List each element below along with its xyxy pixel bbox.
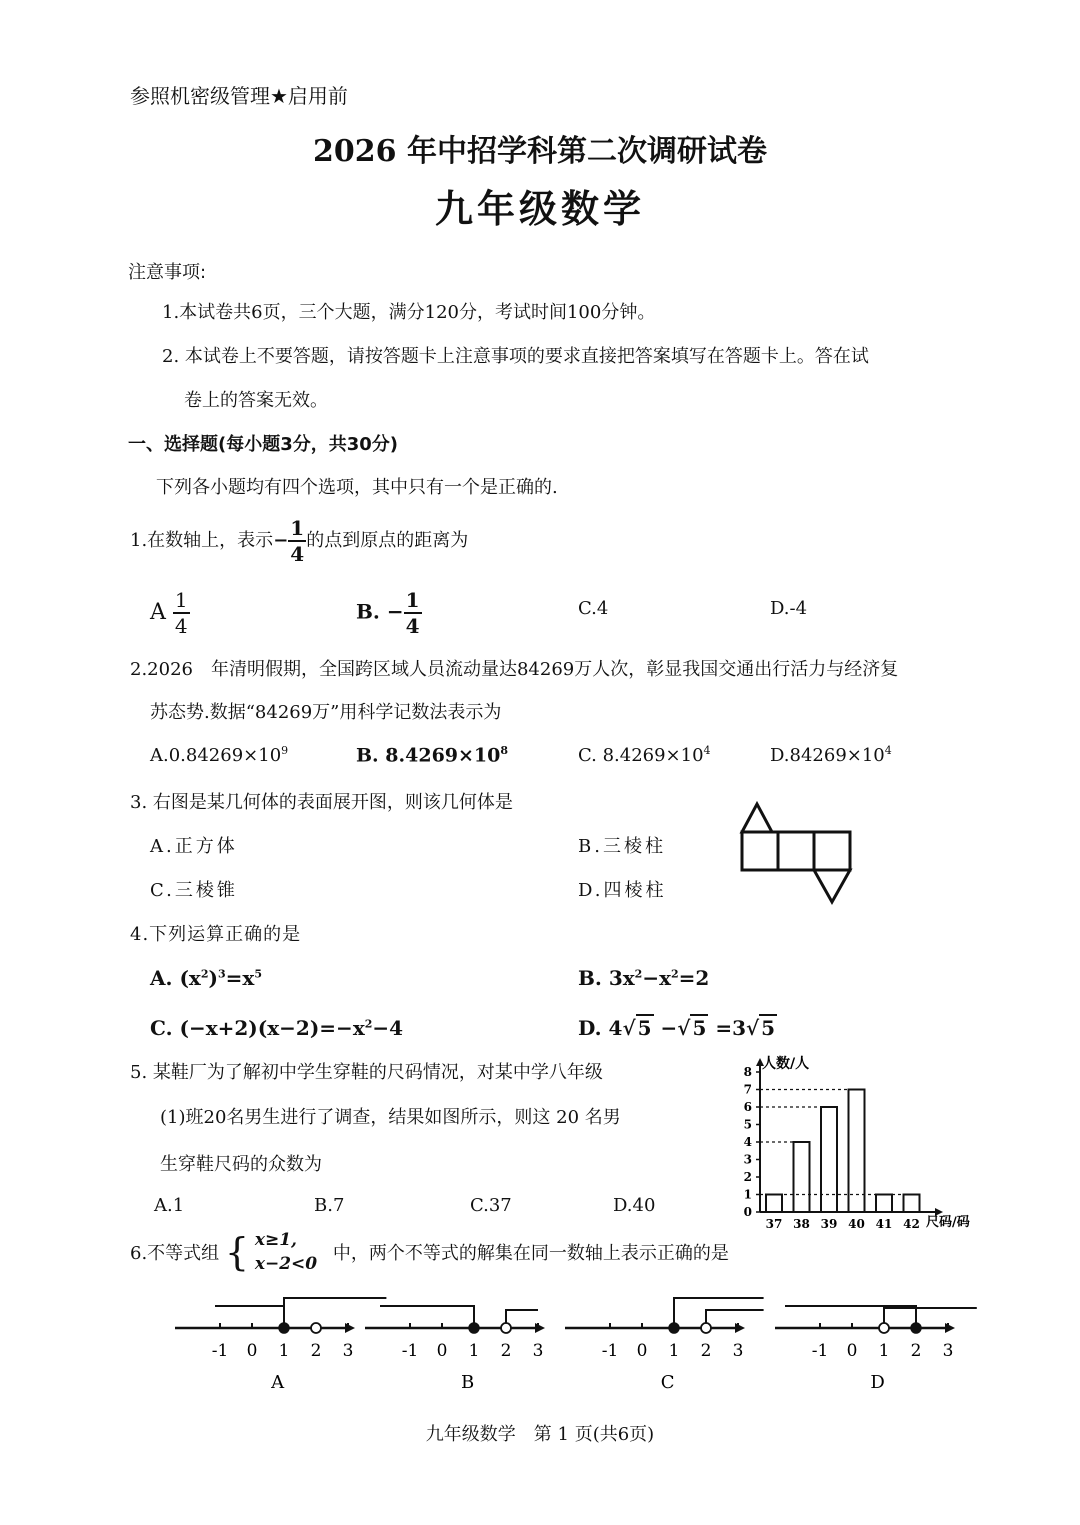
solid-point (911, 1323, 921, 1333)
solution-region-line (706, 1310, 764, 1328)
option-a-base: A.0.84269×10 (150, 745, 282, 766)
option-b-exp: 2 (671, 967, 679, 981)
confidential-label: 参照机密级管理★启用前 (130, 84, 348, 108)
option-d-exponent: 4 (884, 744, 892, 757)
option-b-fraction (404, 590, 422, 636)
question-2-option-d (770, 744, 892, 766)
fraction-denominator: 4 (290, 542, 305, 566)
option-a-denominator: 4 (174, 614, 188, 638)
question-1-stem-before: 1.在数轴上，表示 (130, 530, 274, 551)
option-a-numerator: 1 (174, 588, 188, 612)
net-bottom-triangle (814, 870, 850, 902)
chart-y-tick-label: 3 (743, 1152, 752, 1167)
question-1-stem-after: 的点到原点的距离为 (306, 530, 469, 551)
chart-x-tick-label: 37 (765, 1217, 783, 1231)
chart-y-tick-label: 5 (743, 1117, 752, 1132)
question-4-option-d: D. 4√ 5 −√ 5 =3√ 5 (578, 1016, 776, 1040)
hollow-point (311, 1323, 321, 1333)
hollow-point (501, 1323, 511, 1333)
number-line-tick-label: 1 (668, 1341, 680, 1361)
question-2-option-a (150, 744, 288, 766)
option-d-part: D. 4 (578, 1016, 623, 1040)
option-a-fraction (173, 590, 190, 636)
fraction (288, 518, 306, 564)
solid-point (669, 1323, 679, 1333)
chart-bar (821, 1107, 837, 1212)
notes-item-1: 1.本试卷共6页，三个大题，满分120分，考试时间100分钟。 (162, 302, 656, 323)
exam-subtitle: 九年级数学 (434, 186, 645, 231)
number-line-tick-label: 2 (310, 1341, 322, 1361)
chart-y-tick-label: 1 (743, 1187, 752, 1202)
option-b-numerator: 1 (405, 588, 420, 612)
question-2-option-c (578, 744, 711, 766)
option-d-radicand: 5 (761, 1016, 776, 1040)
question-5-line-3: 生穿鞋尺码的众数为 (160, 1154, 322, 1175)
question-4-option-b (578, 966, 709, 990)
number-line-tick-label: 3 (532, 1341, 544, 1361)
solution-region-line (884, 1308, 977, 1328)
option-d-radicand: 5 (637, 1016, 652, 1040)
number-line-tick-label: 1 (878, 1341, 890, 1361)
exam-title: 2026 年中招学科第二次调研试卷 (313, 134, 767, 169)
question-2-option-b (356, 744, 508, 766)
solution-region-line (785, 1306, 916, 1328)
hollow-point (701, 1323, 711, 1333)
question-1-option-d: D.-4 (770, 598, 808, 619)
question-5-line-2: (1)班20名男生进行了调查，结果如图所示，则这 20 名男 (160, 1107, 621, 1128)
option-a-exp: 5 (254, 967, 262, 981)
number-line-option-label: C (660, 1372, 675, 1393)
chart-x-tick-label: 40 (848, 1217, 865, 1231)
question-3-option-c: C.三棱锥 (150, 880, 238, 901)
net-face-3 (814, 832, 850, 870)
option-b-label: B. (356, 599, 380, 624)
solution-region-line (674, 1298, 764, 1328)
option-d-radicand: 5 (692, 1016, 707, 1040)
net-top-triangle (742, 804, 772, 832)
option-b-denominator: 4 (405, 614, 420, 638)
question-5-line-1: 5. 某鞋厂为了解初中学生穿鞋的尺码情况，对某中学八年级 (130, 1062, 603, 1083)
number-line-options (160, 1290, 980, 1400)
question-6-stem-before: 6.不等式组 (130, 1243, 220, 1264)
question-2-stem-line-1: 2.2026 年清明假期，全国跨区域人员流动量达84269万人次，彰显我国交通出行活力与经济复 (130, 659, 899, 680)
chart-y-tick-label: 4 (743, 1135, 752, 1149)
chart-x-tick-label: 39 (820, 1217, 838, 1231)
number-line-tick-label: 3 (342, 1341, 354, 1361)
option-c-part: −4 (372, 1016, 404, 1040)
option-b-part: =2 (678, 966, 710, 990)
chart-y-tick-label: 8 (743, 1065, 752, 1079)
solution-region-line (284, 1298, 386, 1328)
chart-y-tick-label: 2 (743, 1170, 752, 1184)
number-line-option-label: A (271, 1372, 285, 1393)
option-b-minus: − (386, 599, 404, 624)
inequality-system (255, 1228, 317, 1276)
question-2-stem-line-2: 苏态势.数据“84269万”用科学记数法表示为 (150, 702, 502, 723)
chart-y-tick-label: 6 (743, 1100, 752, 1114)
option-c-exponent: 4 (703, 744, 711, 757)
chart-y-tick-label: 7 (743, 1082, 752, 1097)
page-footer: 九年级数学 第 1 页(共6页) (425, 1424, 655, 1445)
option-a-exp: 3 (217, 967, 226, 981)
chart-bar (766, 1195, 782, 1213)
notes-heading: 注意事项: (128, 262, 207, 283)
question-4-stem: 4.下列运算正确的是 (130, 924, 302, 945)
chart-bar (904, 1195, 920, 1213)
number-line-tick-label: -1 (211, 1341, 229, 1361)
number-line-option-label: B (460, 1372, 475, 1393)
number-line-arrow (735, 1323, 745, 1333)
option-a-label: A (150, 600, 166, 625)
solid-point (469, 1323, 479, 1333)
question-1-option-c: C.4 (578, 598, 609, 619)
number-line-tick-label: 0 (436, 1341, 448, 1361)
chart-x-tick-label: 38 (793, 1217, 810, 1231)
option-a-part: ) (208, 966, 218, 990)
notes-item-2-line-2: 卷上的答案无效。 (184, 390, 328, 411)
number-line-tick-label: 2 (500, 1341, 512, 1361)
number-line-tick-label: 3 (942, 1341, 954, 1361)
question-5-option-d: D.40 (613, 1195, 656, 1216)
inequality-2: x−2<0 (254, 1254, 318, 1274)
option-c-part: C. (−x+2)(x−2)=−x (150, 1016, 365, 1040)
number-line-tick-label: -1 (811, 1341, 829, 1361)
question-3-option-b: B.三棱柱 (578, 836, 666, 857)
number-line-tick-label: 1 (468, 1341, 480, 1361)
option-d-part: =3 (708, 1016, 747, 1040)
question-4-option-a (150, 966, 262, 990)
number-line-tick-label: 0 (246, 1341, 258, 1361)
question-3-option-a: A.正方体 (150, 836, 238, 857)
net-face-2 (778, 832, 814, 870)
option-c-base: C. 8.4269×10 (578, 745, 704, 766)
prism-net-figure (735, 798, 860, 910)
fraction-numerator: 1 (290, 516, 305, 540)
option-b-part: B. 3x (578, 966, 635, 990)
question-5-option-a: A.1 (154, 1195, 185, 1216)
number-line-tick-label: 0 (636, 1341, 648, 1361)
number-line-tick-label: -1 (401, 1341, 419, 1361)
question-5-option-c: C.37 (470, 1195, 512, 1216)
option-d-part: − (653, 1016, 678, 1040)
question-4-option-c (150, 1016, 403, 1040)
option-c-exp: 2 (364, 1017, 373, 1031)
option-b-part: −x (642, 966, 672, 990)
chart-y-axis-label: 人数/人 (762, 1056, 810, 1072)
option-d-base: D.84269×10 (770, 745, 885, 766)
solid-point (279, 1323, 289, 1333)
chart-x-axis-label: 尺码/码 (926, 1215, 970, 1230)
number-line-tick-label: 2 (700, 1341, 712, 1361)
solution-region-line (380, 1306, 474, 1328)
number-line-tick-label: 3 (732, 1341, 744, 1361)
number-line-option-label: D (870, 1372, 885, 1393)
option-b-exponent: 8 (500, 744, 509, 757)
chart-y-tick-label: 0 (743, 1205, 752, 1219)
question-6-stem-after: 中，两个不等式的解集在同一数轴上表示正确的是 (332, 1243, 729, 1264)
shoe-size-bar-chart (730, 1052, 980, 1232)
question-6-stem (130, 1228, 729, 1278)
number-line-arrow (345, 1323, 355, 1333)
section-instruction: 下列各小题均有四个选项，其中只有一个是正确的. (156, 477, 558, 498)
option-a-exp: 2 (200, 967, 209, 981)
chart-x-tick-label: 41 (875, 1217, 893, 1231)
question-5-option-b: B.7 (314, 1195, 345, 1216)
chart-bar (794, 1142, 810, 1212)
question-1-option-a (150, 590, 190, 636)
net-face-1 (742, 832, 778, 870)
notes-item-2-line-1: 2. 本试卷上不要答题，请按答题卡上注意事项的要求直接把答案填写在答题卡上。答在试 (162, 346, 869, 367)
question-3-stem: 3. 右图是某几何体的表面展开图，则该几何体是 (130, 792, 513, 813)
solution-region-line (215, 1306, 284, 1328)
option-a-exponent: 9 (281, 744, 289, 757)
number-line-tick-label: 2 (910, 1341, 922, 1361)
inequality-1: x≥1, (254, 1230, 297, 1250)
option-a-part: =x (225, 966, 255, 990)
chart-x-tick-label: 42 (903, 1217, 920, 1231)
option-a-part: A. (x (150, 966, 201, 990)
chart-bar (876, 1195, 892, 1213)
section-heading: 一、选择题(每小题3分，共30分) (128, 434, 399, 455)
question-1-stem (130, 518, 468, 564)
number-line-tick-label: 0 (846, 1341, 858, 1361)
number-line-arrow (945, 1323, 955, 1333)
number-line-tick-label: -1 (601, 1341, 619, 1361)
hollow-point (879, 1323, 889, 1333)
option-b-exp: 2 (634, 967, 643, 981)
brace-symbol: { (224, 1230, 250, 1274)
question-1-option-b (356, 590, 422, 636)
option-b-base: B. 8.4269×10 (356, 744, 501, 767)
question-3-option-d: D.四棱柱 (578, 880, 667, 901)
question-1-minus: − (273, 530, 289, 551)
number-line-tick-label: 1 (278, 1341, 290, 1361)
number-line-arrow (535, 1323, 545, 1333)
chart-bar (849, 1090, 865, 1213)
